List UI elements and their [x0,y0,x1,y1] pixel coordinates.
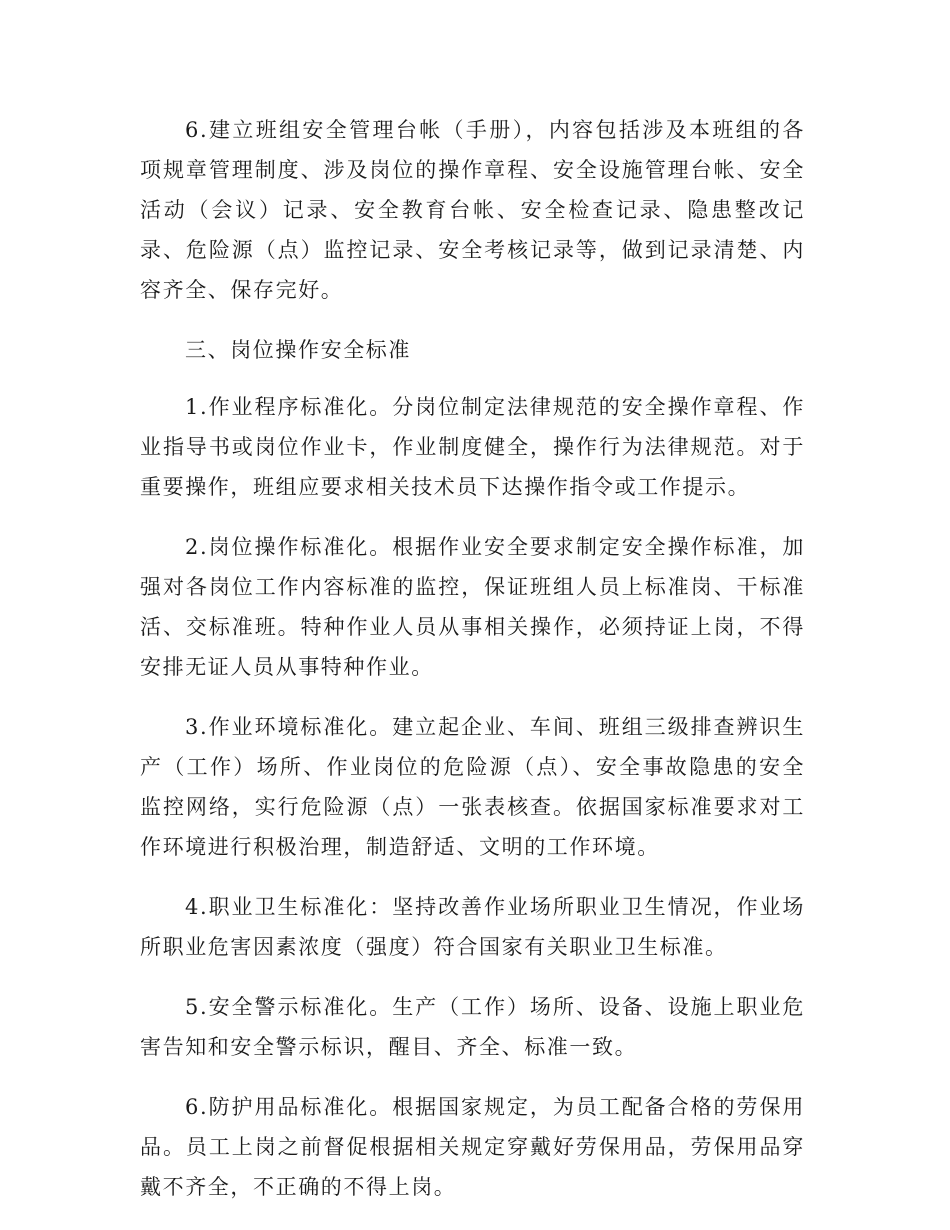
paragraph-safety-warning-standardization: 5.安全警示标准化。生产（工作）场所、设备、设施上职业危害告知和安全警示标识，醒目、齐全、标准一致。 [140,995,805,1059]
paragraph-work-environment-standardization: 3.作业环境标准化。建立起企业、车间、班组三级排查辨识生产（工作）场所、作业岗位的危险源（点）、安全事故隐患的安全监控网络，实行危险源（点）一张表核查。依据国家标准要求对工作环境进行积极治理，制造舒适、文明的工作环境。 [140,715,805,859]
paragraph-post-operation-standardization: 2.岗位操作标准化。根据作业安全要求制定安全操作标准，加强对各岗位工作内容标准的监控，保证班组人员上标准岗、干标准活、交标准班。特种作业人员从事相关操作，必须持证上岗，不得安排无证人员从事特种作业。 [140,535,805,679]
paragraph-occupational-health-standardization: 4.职业卫生标准化：坚持改善作业场所职业卫生情况，作业场所职业危害因素浓度（强度）符合国家有关职业卫生标准。 [140,895,805,959]
paragraph-operation-procedure-standardization: 1.作业程序标准化。分岗位制定法律规范的安全操作章程、作业指导书或岗位作业卡，作业制度健全，操作行为法律规范。对于重要操作，班组应要求相关技术员下达操作指令或工作提示。 [140,395,805,499]
section-heading-post-operation-safety-standards: 三、岗位操作安全标准 [185,338,411,362]
paragraph-protective-equipment-standardization: 6.防护用品标准化。根据国家规定，为员工配备合格的劳保用品。员工上岗之前督促根据相关规定穿戴好劳保用品，劳保用品穿戴不齐全，不正确的不得上岗。 [140,1095,805,1199]
document-body [140,110,805,1227]
paragraph-team-safety-ledger: 6.建立班组安全管理台帐（手册），内容包括涉及本班组的各项规章管理制度、涉及岗位的操作章程、安全设施管理台帐、安全活动（会议）记录、安全教育台帐、安全检查记录、隐患整改记录、危险源（点）监控记录、安全考核记录等，做到记录清楚、内容齐全、保存完好。 [140,118,805,302]
